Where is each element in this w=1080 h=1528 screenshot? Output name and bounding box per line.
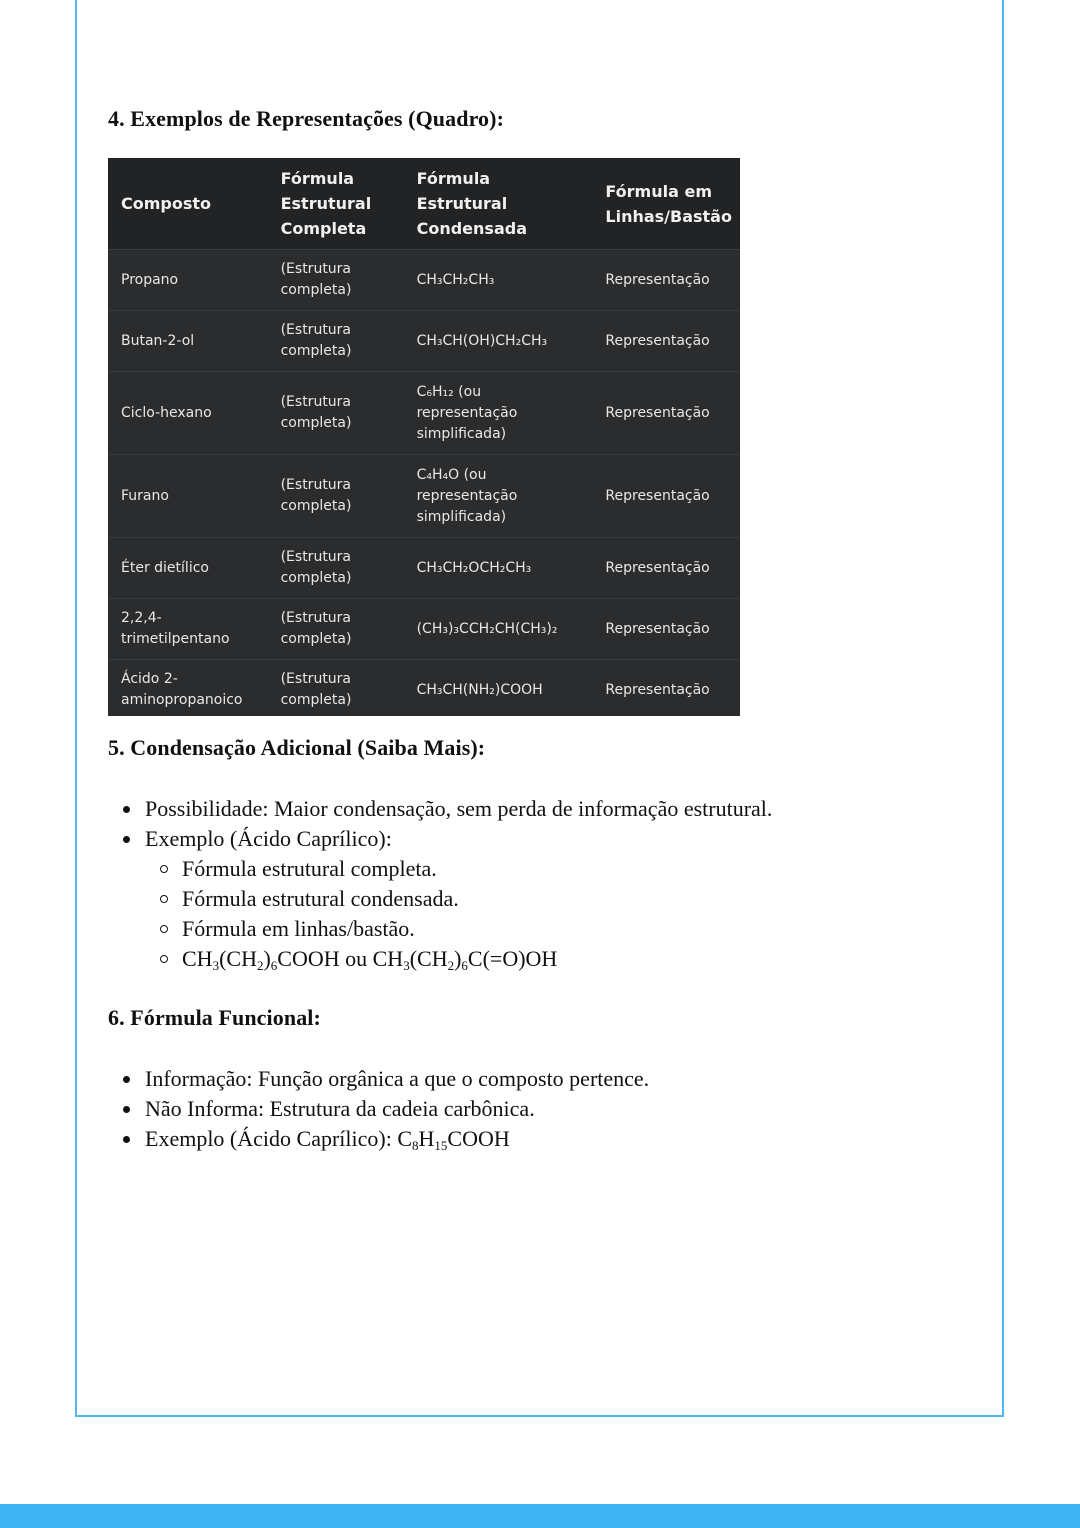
section-6-heading: 6. Fórmula Funcional:: [108, 1005, 321, 1030]
representations-table: [108, 158, 740, 716]
section-4-heading: 4. Exemplos de Representações (Quadro):: [108, 106, 505, 131]
cell-condensada: CH₃CH₂OCH₂CH₃: [404, 538, 593, 599]
cell-condensada: CH₃CH₂CH₃: [404, 250, 593, 311]
cell-linhas: Representação: [592, 311, 740, 372]
table-row: [108, 372, 740, 455]
cell-composto: Furano: [108, 455, 268, 538]
section-5-heading: 5. Condensação Adicional (Saiba Mais):: [108, 735, 486, 760]
cell-composto: Éter dietílico: [108, 538, 268, 599]
cell-completa: (Estrutura completa): [268, 455, 404, 538]
cell-linhas: Representação: [592, 599, 740, 660]
sublist-item: Fórmula em linhas/bastão.: [145, 914, 772, 944]
table-row: [108, 455, 740, 538]
table-header-row: [108, 158, 740, 250]
cell-completa: (Estrutura completa): [268, 250, 404, 311]
list-item-label: Exemplo (Ácido Caprílico):: [145, 826, 392, 851]
cell-completa: (Estrutura completa): [268, 372, 404, 455]
cell-condensada: CH₃CH(OH)CH₂CH₃: [404, 311, 593, 372]
footer-bar: [0, 1504, 1080, 1528]
cell-completa: (Estrutura completa): [268, 599, 404, 660]
cell-linhas: Representação: [592, 250, 740, 311]
table-row: [108, 311, 740, 372]
header-formula-condensada: Fórmula Estrutural Condensada: [404, 158, 593, 250]
section-5-list: [108, 794, 772, 974]
table-row: [108, 599, 740, 660]
cell-linhas: Representação: [592, 660, 740, 717]
list-item: Possibilidade: Maior condensação, sem perda de informação estrutural.: [108, 794, 772, 824]
table-row: [108, 250, 740, 311]
cell-linhas: Representação: [592, 538, 740, 599]
sublist-item-formula: $CH_3(CH_2)_6COOH$ ou $CH_3(CH_2)_6C(=O)OH$: [145, 944, 772, 974]
list-item: Informação: Função orgânica a que o composto pertence.: [108, 1064, 649, 1094]
list-item-formula: Exemplo (Ácido Caprílico): $C_8H_{15}COOH$: [108, 1124, 649, 1154]
table-row: [108, 660, 740, 717]
sublist-item: Fórmula estrutural completa.: [145, 854, 772, 884]
cell-composto: Propano: [108, 250, 268, 311]
cell-linhas: Representação: [592, 455, 740, 538]
table-row: [108, 538, 740, 599]
cell-composto: Ácido 2-aminopropanoico: [108, 660, 268, 717]
list-item: [108, 824, 772, 974]
section-6-list: [108, 1064, 649, 1154]
cell-completa: (Estrutura completa): [268, 311, 404, 372]
header-composto: Composto: [108, 158, 268, 250]
header-formula-linhas: Fórmula em Linhas/Bastão: [592, 158, 740, 250]
cell-condensada: C₄H₄O (ou representação simplificada): [404, 455, 593, 538]
cell-composto: Ciclo-hexano: [108, 372, 268, 455]
header-formula-completa: Fórmula Estrutural Completa: [268, 158, 404, 250]
cell-condensada: (CH₃)₃CCH₂CH(CH₃)₂: [404, 599, 593, 660]
cell-composto: 2,2,4-trimetilpentano: [108, 599, 268, 660]
list-item: Não Informa: Estrutura da cadeia carbônica.: [108, 1094, 649, 1124]
section-5-sublist: [145, 854, 772, 974]
cell-linhas: Representação: [592, 372, 740, 455]
sublist-item: Fórmula estrutural condensada.: [145, 884, 772, 914]
cell-completa: (Estrutura completa): [268, 538, 404, 599]
cell-condensada: C₆H₁₂ (ou representação simplificada): [404, 372, 593, 455]
cell-condensada: CH₃CH(NH₂)COOH: [404, 660, 593, 717]
cell-completa: (Estrutura completa): [268, 660, 404, 717]
cell-composto: Butan-2-ol: [108, 311, 268, 372]
